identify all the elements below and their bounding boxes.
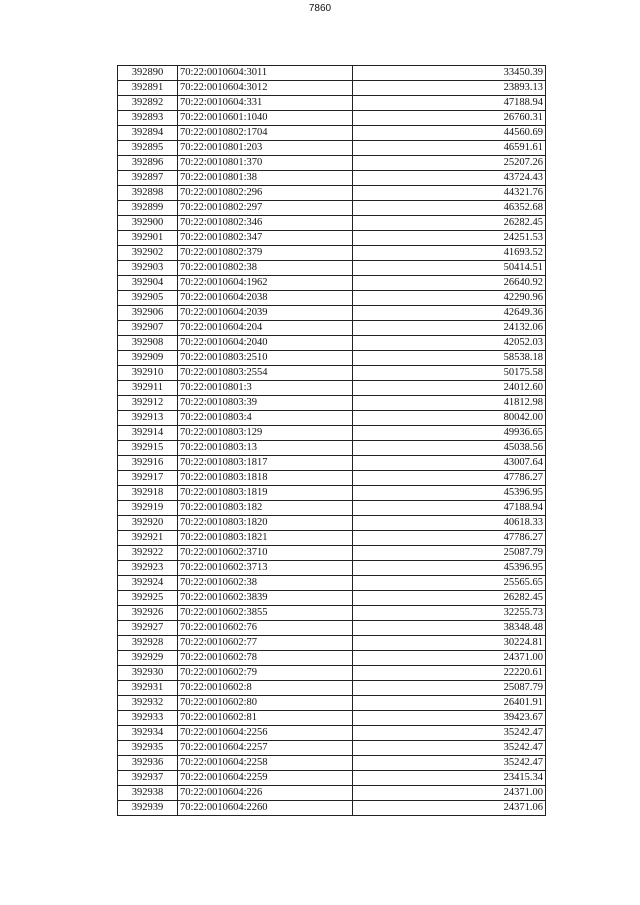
row-id-cell: 392901	[118, 231, 178, 246]
cadastral-number-cell: 70:22:0010802:297	[178, 201, 353, 216]
row-id-cell: 392926	[118, 606, 178, 621]
row-id-cell: 392918	[118, 486, 178, 501]
table-row	[118, 606, 546, 621]
cadastral-number-cell: 70:22:0010601:1040	[178, 111, 353, 126]
value-cell: 23415.34	[353, 771, 546, 786]
value-cell: 58538.18	[353, 351, 546, 366]
value-cell: 22220.61	[353, 666, 546, 681]
value-cell: 50414.51	[353, 261, 546, 276]
row-id-cell: 392934	[118, 726, 178, 741]
table-row	[118, 741, 546, 756]
table-row	[118, 651, 546, 666]
table-row	[118, 126, 546, 141]
row-id-cell: 392890	[118, 66, 178, 81]
cadastral-number-cell: 70:22:0010604:2040	[178, 336, 353, 351]
value-cell: 44560.69	[353, 126, 546, 141]
table-row	[118, 696, 546, 711]
table-row	[118, 246, 546, 261]
row-id-cell: 392913	[118, 411, 178, 426]
cadastral-number-cell: 70:22:0010604:2039	[178, 306, 353, 321]
cadastral-number-cell: 70:22:0010803:182	[178, 501, 353, 516]
value-cell: 42649.36	[353, 306, 546, 321]
cadastral-number-cell: 70:22:0010602:79	[178, 666, 353, 681]
row-id-cell: 392919	[118, 501, 178, 516]
cadastral-number-cell: 70:22:0010801:3	[178, 381, 353, 396]
value-cell: 35242.47	[353, 741, 546, 756]
table-row	[118, 156, 546, 171]
row-id-cell: 392920	[118, 516, 178, 531]
value-cell: 35242.47	[353, 726, 546, 741]
value-cell: 25087.79	[353, 546, 546, 561]
row-id-cell: 392908	[118, 336, 178, 351]
row-id-cell: 392933	[118, 711, 178, 726]
value-cell: 47786.27	[353, 471, 546, 486]
row-id-cell: 392907	[118, 321, 178, 336]
cadastral-number-cell: 70:22:0010803:2554	[178, 366, 353, 381]
row-id-cell: 392903	[118, 261, 178, 276]
cadastral-number-cell: 70:22:0010803:1821	[178, 531, 353, 546]
cadastral-number-cell: 70:22:0010803:4	[178, 411, 353, 426]
row-id-cell: 392896	[118, 156, 178, 171]
table-row	[118, 441, 546, 456]
value-cell: 47786.27	[353, 531, 546, 546]
row-id-cell: 392899	[118, 201, 178, 216]
table-row	[118, 456, 546, 471]
row-id-cell: 392906	[118, 306, 178, 321]
cadastral-number-cell: 70:22:0010803:129	[178, 426, 353, 441]
value-cell: 32255.73	[353, 606, 546, 621]
row-id-cell: 392897	[118, 171, 178, 186]
table-row	[118, 141, 546, 156]
row-id-cell: 392911	[118, 381, 178, 396]
table-row	[118, 771, 546, 786]
row-id-cell: 392938	[118, 786, 178, 801]
row-id-cell: 392894	[118, 126, 178, 141]
table-row	[118, 321, 546, 336]
cadastral-number-cell: 70:22:0010604:331	[178, 96, 353, 111]
cadastral-number-cell: 70:22:0010602:76	[178, 621, 353, 636]
cadastral-number-cell: 70:22:0010803:2510	[178, 351, 353, 366]
value-cell: 26282.45	[353, 591, 546, 606]
cadastral-number-cell: 70:22:0010803:1818	[178, 471, 353, 486]
row-id-cell: 392912	[118, 396, 178, 411]
row-id-cell: 392893	[118, 111, 178, 126]
data-table	[117, 65, 546, 816]
table-row	[118, 186, 546, 201]
value-cell: 50175.58	[353, 366, 546, 381]
table-row	[118, 111, 546, 126]
table-row	[118, 501, 546, 516]
cadastral-number-cell: 70:22:0010802:296	[178, 186, 353, 201]
value-cell: 45396.95	[353, 486, 546, 501]
value-cell: 42290.96	[353, 291, 546, 306]
table-row	[118, 306, 546, 321]
cadastral-number-cell: 70:22:0010602:80	[178, 696, 353, 711]
table-row	[118, 561, 546, 576]
table-row	[118, 681, 546, 696]
cadastral-number-cell: 70:22:0010803:39	[178, 396, 353, 411]
row-id-cell: 392914	[118, 426, 178, 441]
table-row	[118, 351, 546, 366]
table-row	[118, 216, 546, 231]
row-id-cell: 392891	[118, 81, 178, 96]
row-id-cell: 392905	[118, 291, 178, 306]
row-id-cell: 392921	[118, 531, 178, 546]
table-row	[118, 756, 546, 771]
cadastral-number-cell: 70:22:0010602:81	[178, 711, 353, 726]
cadastral-number-cell: 70:22:0010602:8	[178, 681, 353, 696]
cadastral-number-cell: 70:22:0010602:38	[178, 576, 353, 591]
table-row	[118, 666, 546, 681]
table-row	[118, 726, 546, 741]
table-row	[118, 471, 546, 486]
row-id-cell: 392916	[118, 456, 178, 471]
table-row	[118, 336, 546, 351]
cadastral-number-cell: 70:22:0010604:2038	[178, 291, 353, 306]
table-row	[118, 486, 546, 501]
value-cell: 46591.61	[353, 141, 546, 156]
value-cell: 23893.13	[353, 81, 546, 96]
row-id-cell: 392928	[118, 636, 178, 651]
table-row	[118, 261, 546, 276]
cadastral-number-cell: 70:22:0010604:204	[178, 321, 353, 336]
table-row	[118, 201, 546, 216]
table-row	[118, 576, 546, 591]
value-cell: 24371.00	[353, 651, 546, 666]
value-cell: 25565.65	[353, 576, 546, 591]
row-id-cell: 392902	[118, 246, 178, 261]
value-cell: 30224.81	[353, 636, 546, 651]
table-row	[118, 276, 546, 291]
table-row	[118, 231, 546, 246]
value-cell: 24371.00	[353, 786, 546, 801]
row-id-cell: 392923	[118, 561, 178, 576]
cadastral-number-cell: 70:22:0010801:370	[178, 156, 353, 171]
cadastral-number-cell: 70:22:0010802:347	[178, 231, 353, 246]
value-cell: 43724.43	[353, 171, 546, 186]
cadastral-number-cell: 70:22:0010801:38	[178, 171, 353, 186]
table-body	[118, 66, 546, 816]
cadastral-number-cell: 70:22:0010801:203	[178, 141, 353, 156]
row-id-cell: 392922	[118, 546, 178, 561]
value-cell: 44321.76	[353, 186, 546, 201]
cadastral-number-cell: 70:22:0010803:1817	[178, 456, 353, 471]
row-id-cell: 392935	[118, 741, 178, 756]
row-id-cell: 392895	[118, 141, 178, 156]
table-row	[118, 411, 546, 426]
value-cell: 35242.47	[353, 756, 546, 771]
table-row	[118, 426, 546, 441]
cadastral-number-cell: 70:22:0010604:3012	[178, 81, 353, 96]
table-row	[118, 531, 546, 546]
table-row	[118, 546, 546, 561]
table-row	[118, 636, 546, 651]
cadastral-number-cell: 70:22:0010604:226	[178, 786, 353, 801]
table-row	[118, 381, 546, 396]
cadastral-number-cell: 70:22:0010803:1819	[178, 486, 353, 501]
cadastral-number-cell: 70:22:0010604:3011	[178, 66, 353, 81]
value-cell: 24132.06	[353, 321, 546, 336]
value-cell: 43007.64	[353, 456, 546, 471]
value-cell: 26760.31	[353, 111, 546, 126]
value-cell: 45396.95	[353, 561, 546, 576]
value-cell: 42052.03	[353, 336, 546, 351]
page-number: 7860	[308, 3, 332, 14]
row-id-cell: 392909	[118, 351, 178, 366]
row-id-cell: 392900	[118, 216, 178, 231]
row-id-cell: 392892	[118, 96, 178, 111]
row-id-cell: 392898	[118, 186, 178, 201]
table-row	[118, 801, 546, 816]
value-cell: 26640.92	[353, 276, 546, 291]
row-id-cell: 392929	[118, 651, 178, 666]
value-cell: 49936.65	[353, 426, 546, 441]
row-id-cell: 392915	[118, 441, 178, 456]
row-id-cell: 392927	[118, 621, 178, 636]
row-id-cell: 392924	[118, 576, 178, 591]
table-row	[118, 786, 546, 801]
value-cell: 24251.53	[353, 231, 546, 246]
row-id-cell: 392930	[118, 666, 178, 681]
table-row	[118, 396, 546, 411]
table-row	[118, 591, 546, 606]
cadastral-number-cell: 70:22:0010802:379	[178, 246, 353, 261]
cadastral-number-cell: 70:22:0010602:77	[178, 636, 353, 651]
value-cell: 26282.45	[353, 216, 546, 231]
table-row	[118, 366, 546, 381]
value-cell: 38348.48	[353, 621, 546, 636]
cadastral-number-cell: 70:22:0010803:1820	[178, 516, 353, 531]
cadastral-number-cell: 70:22:0010602:3855	[178, 606, 353, 621]
cadastral-number-cell: 70:22:0010604:1962	[178, 276, 353, 291]
value-cell: 41812.98	[353, 396, 546, 411]
value-cell: 41693.52	[353, 246, 546, 261]
row-id-cell: 392904	[118, 276, 178, 291]
cadastral-number-cell: 70:22:0010802:346	[178, 216, 353, 231]
value-cell: 46352.68	[353, 201, 546, 216]
cadastral-number-cell: 70:22:0010604:2258	[178, 756, 353, 771]
value-cell: 80042.00	[353, 411, 546, 426]
value-cell: 47188.94	[353, 96, 546, 111]
value-cell: 40618.33	[353, 516, 546, 531]
row-id-cell: 392925	[118, 591, 178, 606]
cadastral-number-cell: 70:22:0010602:3710	[178, 546, 353, 561]
cadastral-number-cell: 70:22:0010803:13	[178, 441, 353, 456]
value-cell: 24012.60	[353, 381, 546, 396]
value-cell: 39423.67	[353, 711, 546, 726]
row-id-cell: 392937	[118, 771, 178, 786]
cadastral-number-cell: 70:22:0010604:2260	[178, 801, 353, 816]
value-cell: 33450.39	[353, 66, 546, 81]
table-row	[118, 516, 546, 531]
cadastral-number-cell: 70:22:0010604:2257	[178, 741, 353, 756]
table-row	[118, 171, 546, 186]
table-row	[118, 81, 546, 96]
table-row	[118, 621, 546, 636]
row-id-cell: 392931	[118, 681, 178, 696]
cadastral-number-cell: 70:22:0010802:1704	[178, 126, 353, 141]
value-cell: 24371.06	[353, 801, 546, 816]
row-id-cell: 392936	[118, 756, 178, 771]
value-cell: 26401.91	[353, 696, 546, 711]
value-cell: 47188.94	[353, 501, 546, 516]
value-cell: 45038.56	[353, 441, 546, 456]
table-row	[118, 291, 546, 306]
row-id-cell: 392910	[118, 366, 178, 381]
cadastral-number-cell: 70:22:0010602:3839	[178, 591, 353, 606]
cadastral-number-cell: 70:22:0010604:2259	[178, 771, 353, 786]
row-id-cell: 392932	[118, 696, 178, 711]
cadastral-number-cell: 70:22:0010602:78	[178, 651, 353, 666]
cadastral-number-cell: 70:22:0010604:2256	[178, 726, 353, 741]
value-cell: 25207.26	[353, 156, 546, 171]
cadastral-number-cell: 70:22:0010602:3713	[178, 561, 353, 576]
row-id-cell: 392917	[118, 471, 178, 486]
table-row	[118, 711, 546, 726]
row-id-cell: 392939	[118, 801, 178, 816]
cadastral-number-cell: 70:22:0010802:38	[178, 261, 353, 276]
table-row	[118, 96, 546, 111]
table-row	[118, 66, 546, 81]
value-cell: 25087.79	[353, 681, 546, 696]
